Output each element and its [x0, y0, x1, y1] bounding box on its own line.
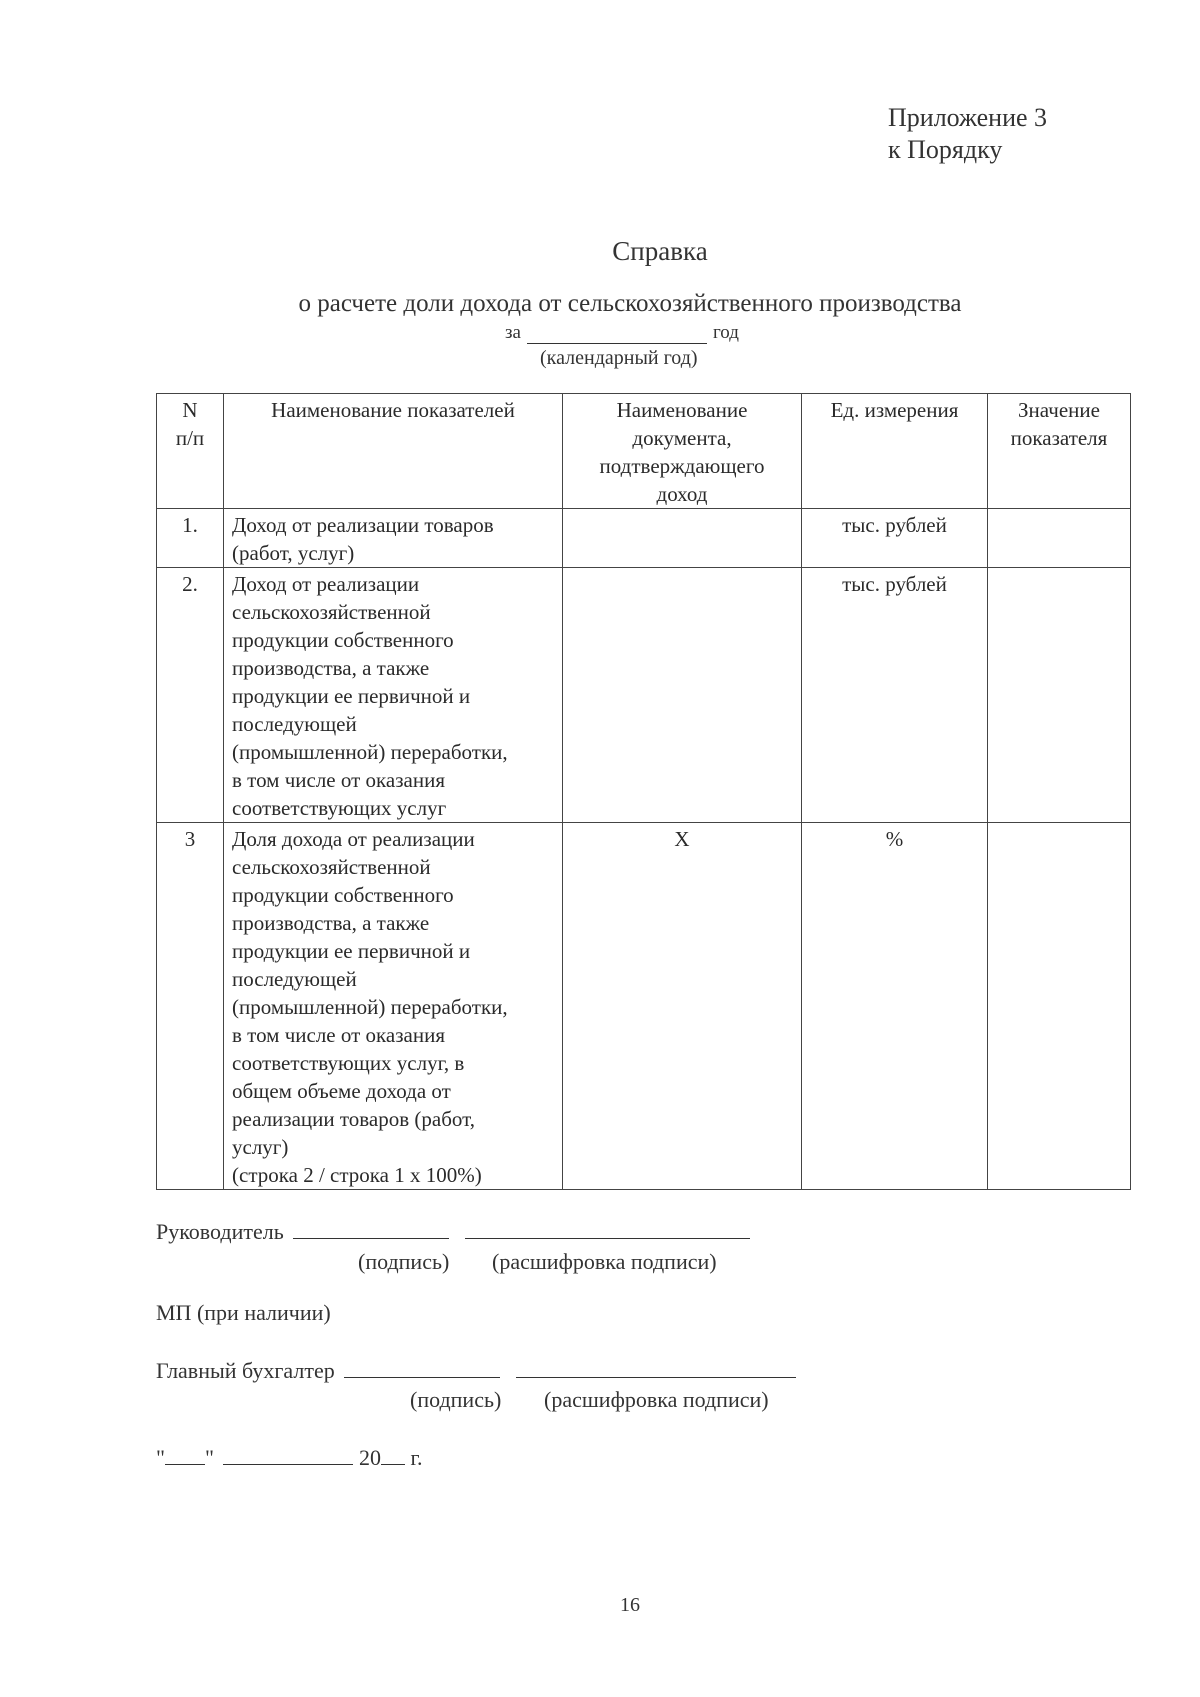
row-value[interactable] [988, 568, 1131, 823]
row-num: 2. [157, 568, 224, 823]
header-document: Наименование документа, подтверждающего доход [563, 394, 802, 509]
date-line [156, 1444, 423, 1471]
table-header-row [157, 394, 1131, 509]
accountant-label: Главный бухгалтер [156, 1358, 335, 1383]
head-sign-hint: (подпись) [358, 1249, 450, 1274]
accountant-decode-field[interactable] [516, 1357, 796, 1378]
income-table [156, 393, 1131, 1190]
document-subtitle: о расчете доли дохода от сельскохозяйственного производства [298, 290, 962, 317]
accountant-sign-hint: (подпись) [410, 1387, 502, 1412]
row-document[interactable] [563, 509, 802, 568]
row-name: Доход от реализации сельскохозяйственной продукции собственного производства, а также продукции ее первичной и последующей (промышленной) переработки, в том числе от оказания соответствующих услуг [224, 568, 563, 823]
accountant-decode-hint: (расшифровка подписи) [544, 1387, 769, 1412]
header-num: N п/п [157, 394, 224, 509]
header-indicator-name: Наименование показателей [224, 394, 563, 509]
header-value: Значение показателя [988, 394, 1131, 509]
accountant-sign-field[interactable] [344, 1357, 500, 1378]
head-label: Руководитель [156, 1219, 284, 1244]
head-decode-hint: (расшифровка подписи) [492, 1249, 717, 1274]
date-year-field[interactable] [381, 1444, 405, 1465]
stamp-label: МП (при наличии) [156, 1300, 331, 1325]
row-value[interactable] [988, 823, 1131, 1190]
row-document: X [563, 823, 802, 1190]
row-name: Доход от реализации товаров (работ, услуг) [224, 509, 563, 568]
row-value[interactable] [988, 509, 1131, 568]
year-prefix: за [505, 322, 521, 343]
row-unit: тыс. рублей [802, 568, 988, 823]
date-suffix: г. [410, 1445, 423, 1470]
table-row [157, 568, 1131, 823]
page-number: 16 [620, 1594, 640, 1616]
year-hint: (календарный год) [540, 347, 698, 369]
head-sign-field[interactable] [293, 1218, 449, 1239]
head-signature-line [156, 1218, 750, 1245]
date-month-field[interactable] [223, 1444, 353, 1465]
appendix-header [888, 102, 1047, 166]
year-suffix: год [712, 322, 739, 343]
accountant-signature-line [156, 1357, 796, 1384]
table-row [157, 509, 1131, 568]
appendix-line-1: Приложение 3 [888, 103, 1048, 132]
row-document[interactable] [563, 568, 802, 823]
document-title: Справка [612, 236, 708, 266]
date-quote-close: " [204, 1445, 214, 1470]
date-day-field[interactable] [165, 1444, 205, 1465]
date-quote-open: " [156, 1445, 165, 1470]
row-num: 3 [157, 823, 224, 1190]
appendix-line-2: к Порядку [888, 135, 1003, 164]
row-name: Доля дохода от реализации сельскохозяйственной продукции собственного производства, а также продукции ее первичной и последующей (промышленной) переработки, в том числе от оказания соответствующих услуг, в общем объеме дохода от реализации товаров (работ, услуг) (строка 2 / строка 1 x 100%) [224, 823, 563, 1190]
header-unit: Ед. измерения [802, 394, 988, 509]
row-unit: тыс. рублей [802, 509, 988, 568]
head-decode-field[interactable] [465, 1218, 750, 1239]
year-line [505, 322, 739, 344]
table-row [157, 823, 1131, 1190]
date-year-prefix: 20 [358, 1445, 381, 1470]
year-blank-field[interactable] [527, 325, 707, 344]
row-num: 1. [157, 509, 224, 568]
row-unit: % [802, 823, 988, 1190]
